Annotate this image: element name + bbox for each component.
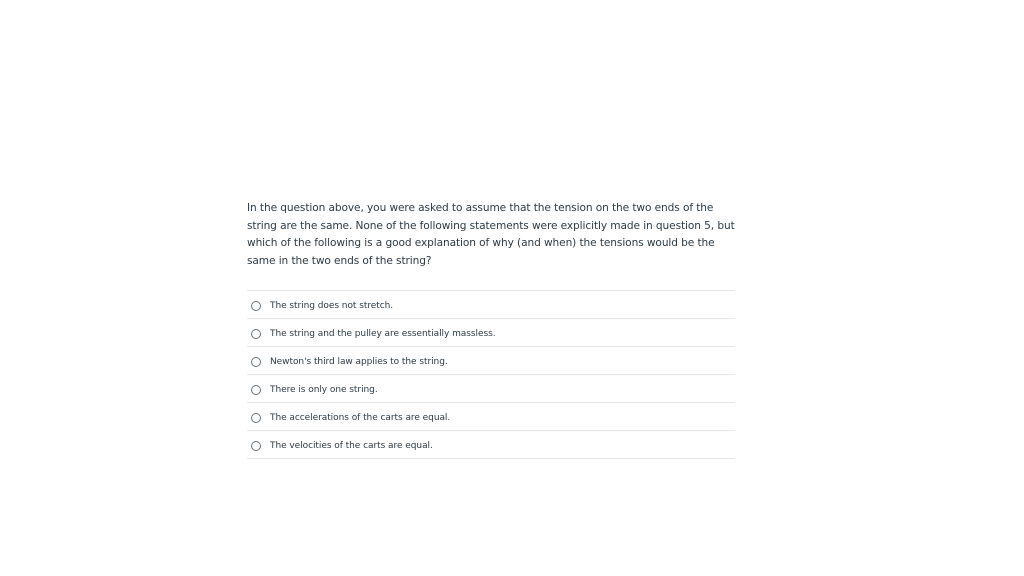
answer-option-4[interactable]	[247, 375, 735, 403]
radio-button[interactable]	[251, 385, 261, 395]
radio-button[interactable]	[251, 301, 261, 311]
answer-label: The velocities of the carts are equal.	[270, 440, 433, 451]
radio-button[interactable]	[251, 357, 261, 367]
answer-option-1[interactable]	[247, 291, 735, 319]
answer-label: The string and the pulley are essentially massless.	[270, 328, 496, 339]
answer-label: Newton's third law applies to the string.	[270, 356, 448, 367]
radio-button[interactable]	[251, 413, 261, 423]
answer-label: The string does not stretch.	[270, 300, 394, 311]
answer-option-5[interactable]	[247, 403, 735, 431]
question-text: In the question above, you were asked to assume that the tension on the two ends of the string are the same. None of the following statements were explicitly made in question 5, but which of the following is a good explanation of why (and when) the tensions would be the same in the two ends of the string?	[247, 202, 735, 267]
answer-option-6[interactable]	[247, 431, 735, 459]
quiz-question	[247, 200, 735, 459]
radio-button[interactable]	[251, 329, 261, 339]
radio-button[interactable]	[251, 441, 261, 451]
answer-label: The accelerations of the carts are equal.	[270, 412, 451, 423]
answer-option-2[interactable]	[247, 319, 735, 347]
answer-list	[247, 290, 735, 459]
answer-option-3[interactable]	[247, 347, 735, 375]
answer-label: There is only one string.	[270, 384, 378, 395]
